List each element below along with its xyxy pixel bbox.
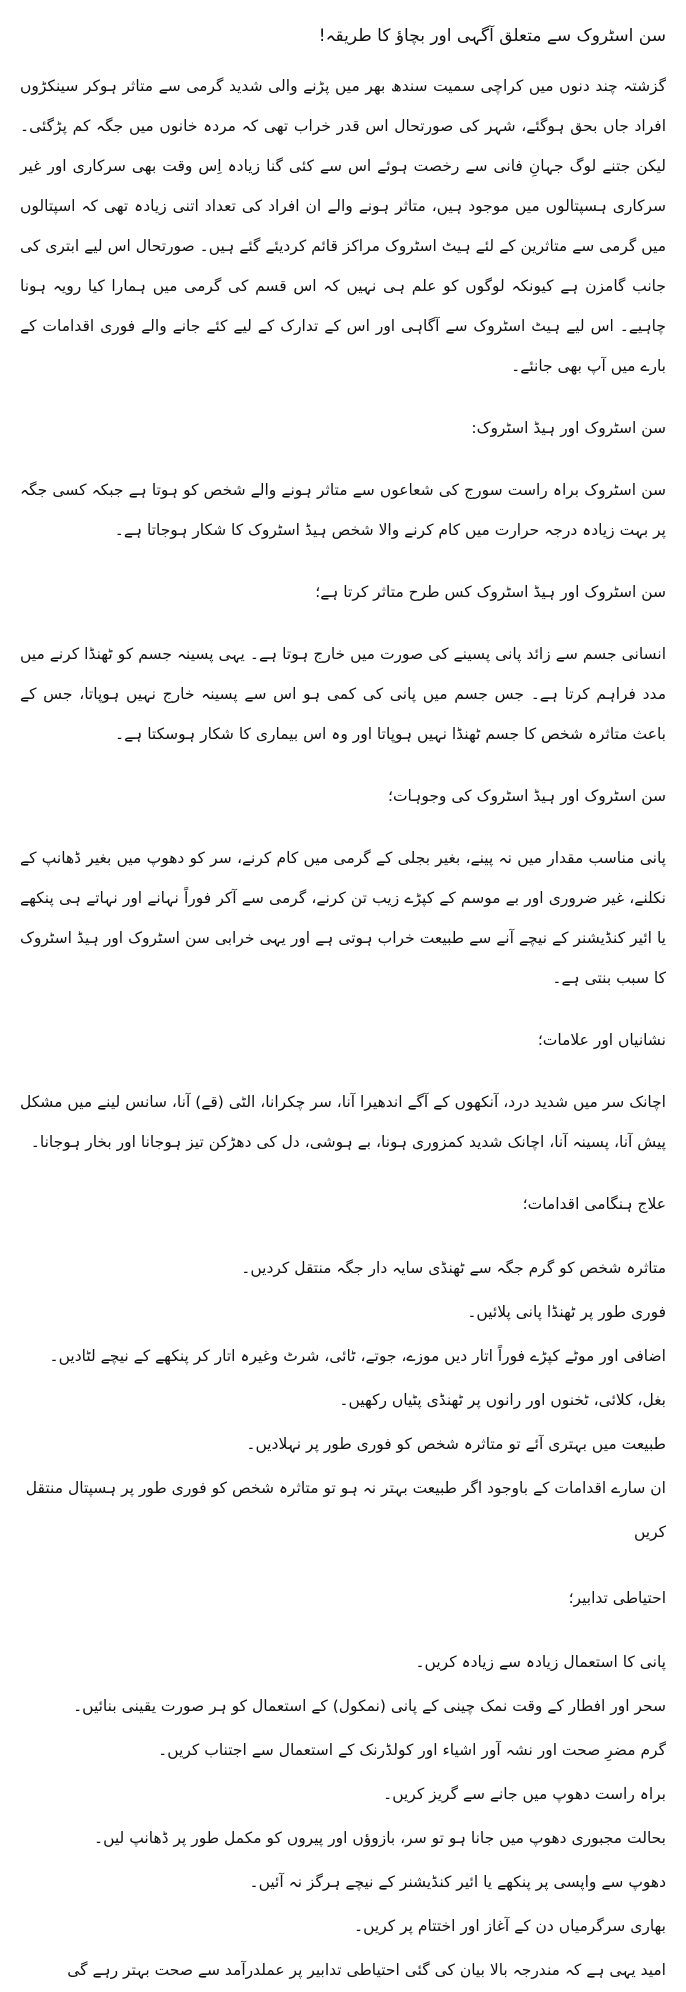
- symptoms-heading: نشانیاں اور علامات؛: [537, 1031, 666, 1049]
- precaution-item: گرم مضرِ صحت اور نشہ آور اشیاء اور کولڈرنک کے استعمال سے اجتناب کریں۔: [158, 1741, 666, 1759]
- article-title: سن اسٹروک سے متعلق آگہی اور بچاؤ کا طریقہ!: [318, 26, 666, 46]
- how-it-affects-paragraph: انسانی جسم سے زائد پانی پسینے کی صورت میں خارج ہوتا ہے۔ یہی پسینہ جسم کو ٹھنڈا کرنے میں مدد فراہم کرتا ہے۔ جس جسم میں پانی کی کمی ہو اس سے پسینہ خارج نہیں ہوپاتا، جس کے باعث متاثرہ شخص کا جسم ٹھنڈا نہیں ہوپاتا اور وہ اس بیماری کا شکار ہوسکتا ہے۔: [20, 645, 666, 743]
- precaution-item: براہ راست دھوپ میں جانے سے گریز کریں۔: [383, 1785, 666, 1803]
- symptoms-paragraph: اچانک سر میں شدید درد، آنکھوں کے آگے اندھیرا آنا، سر چکرانا، الٹی (قے) آنا، سانس لینے میں مشکل پیش آنا، پسینہ آنا، اچانک شدید کمزوری ہونا، بے ہوشی، دل کی دھڑکن تیز ہوجانا اور بخار ہوجانا۔: [20, 1093, 666, 1151]
- treatment-item: اضافی اور موٹے کپڑے فوراً اتار دیں موزے، جوتے، ٹائی، شرٹ وغیرہ اتار کر پنکھے کے نیچے لٹادیں۔: [49, 1347, 666, 1365]
- precaution-item: پانی کا استعمال زیادہ سے زیادہ کریں۔: [415, 1653, 666, 1671]
- precaution-item: سحر اور افطار کے وقت نمک چینی کے پانی (نمکول) کے استعمال کو ہر صورت یقینی بنائیں۔: [73, 1697, 666, 1715]
- treatment-item: بغل، کلائی، ٹخنوں اور رانوں پر ٹھنڈی پٹیاں رکھیں۔: [339, 1391, 666, 1409]
- precautions-heading: احتیاطی تدابیر؛: [568, 1589, 666, 1607]
- causes-heading: سن اسٹروک اور ہیڈ اسٹروک کی وجوہات؛: [388, 787, 666, 805]
- definition-heading: سن اسٹروک اور ہیڈ اسٹروک:: [471, 419, 666, 437]
- definition-paragraph: سن اسٹروک براہ راست سورج کی شعاعوں سے متاثر ہونے والے شخص کو ہوتا ہے جبکہ کسی جگہ پر بہت زیادہ درجہ حرارت میں کام کرنے والا شخص ہیڈ اسٹروک کا شکار ہوجاتا ہے۔: [20, 481, 666, 539]
- treatment-heading: علاج ہنگامی اقدامات؛: [522, 1195, 666, 1213]
- precaution-item: بھاری سرگرمیاں دن کے آغاز اور اختتام پر کریں۔: [354, 1917, 666, 1935]
- precaution-item: دھوپ سے واپسی پر پنکھے یا ائیر کنڈیشنر کے نیچے ہرگز نہ آئیں۔: [249, 1873, 666, 1891]
- treatment-item: طبیعت میں بہتری آئے تو متاثرہ شخص کو فوری طور پر نہلادیں۔: [246, 1435, 666, 1453]
- closing-note: امید یہی ہے کہ مندرجہ بالا بیان کی گئی احتیاطی تدابیر پر عملدرآمد سے صحت بہتر رہے گی: [67, 1961, 666, 1979]
- treatment-item: متاثرہ شخص کو گرم جگہ سے ٹھنڈی سایہ دار جگہ منتقل کردیں۔: [241, 1259, 666, 1277]
- how-it-affects-heading: سن اسٹروک اور ہیڈ اسٹروک کس طرح متاثر کرتا ہے؛: [315, 583, 666, 601]
- treatment-item: ان سارے اقدامات کے باوجود اگر طبیعت بہتر نہ ہو تو متاثرہ شخص کو فوری طور پر ہسپتال منتقل کریں: [25, 1479, 666, 1541]
- precaution-item: بحالت مجبوری دھوپ میں جانا ہو تو سر، بازوؤں اور پیروں کو مکمل طور پر ڈھانپ لیں۔: [94, 1829, 666, 1847]
- causes-paragraph: پانی مناسب مقدار میں نہ پینے، بغیر بجلی کے گرمی میں کام کرنے، سر کو دھوپ میں بغیر ڈھانپ کے نکلنے، غیر ضروری اور بے موسم کے کپڑے زیب تن کرنے، گرمی سے آکر فوراً نہانے اور نہاتے ہی پنکھے یا ائیر کنڈیشنر کے نیچے آنے سے طبیعت خراب ہوتی ہے اور یہی خرابی سن اسٹروک اور ہیڈ اسٹروک کا سبب بنتی ہے۔: [20, 849, 666, 987]
- intro-paragraph: گزشتہ چند دنوں میں کراچی سمیت سندھ بھر میں پڑنے والی شدید گرمی سے متاثر ہوکر سینکڑوں افراد جاں بحق ہوگئے، شہر کی صورتحال اس قدر خراب تھی کہ مردہ خانوں میں جگہ کم پڑگئی۔ لیکن جتنے لوگ جہانِ فانی سے رخصت ہوئے اس سے کئی گنا زیادہ اِس وقت بھی سرکاری اور غیر سرکاری ہسپتالوں میں موجود ہیں، متاثر ہونے والے ان افراد کی تعداد اتنی زیادہ تھی کہ اسپتالوں میں گرمی سے متاثرین کے لئے ہیٹ اسٹروک مراکز قائم کردیئے گئے ہیں۔ صورتحال اس لیے ابتری کی جانب گامزن ہے کیونکہ لوگوں کو علم ہی نہیں کہ اس قسم کی گرمی میں ہمارا کیا رویہ ہونا چاہیے۔ اس لیے ہیٹ اسٹروک سے آگاہی اور اس کے تدارک کے لیے کئے جانے والے فوری اقدامات کے بارے میں آپ بھی جانئے۔: [20, 77, 666, 375]
- treatment-item: فوری طور پر ٹھنڈا پانی پلائیں۔: [467, 1303, 666, 1321]
